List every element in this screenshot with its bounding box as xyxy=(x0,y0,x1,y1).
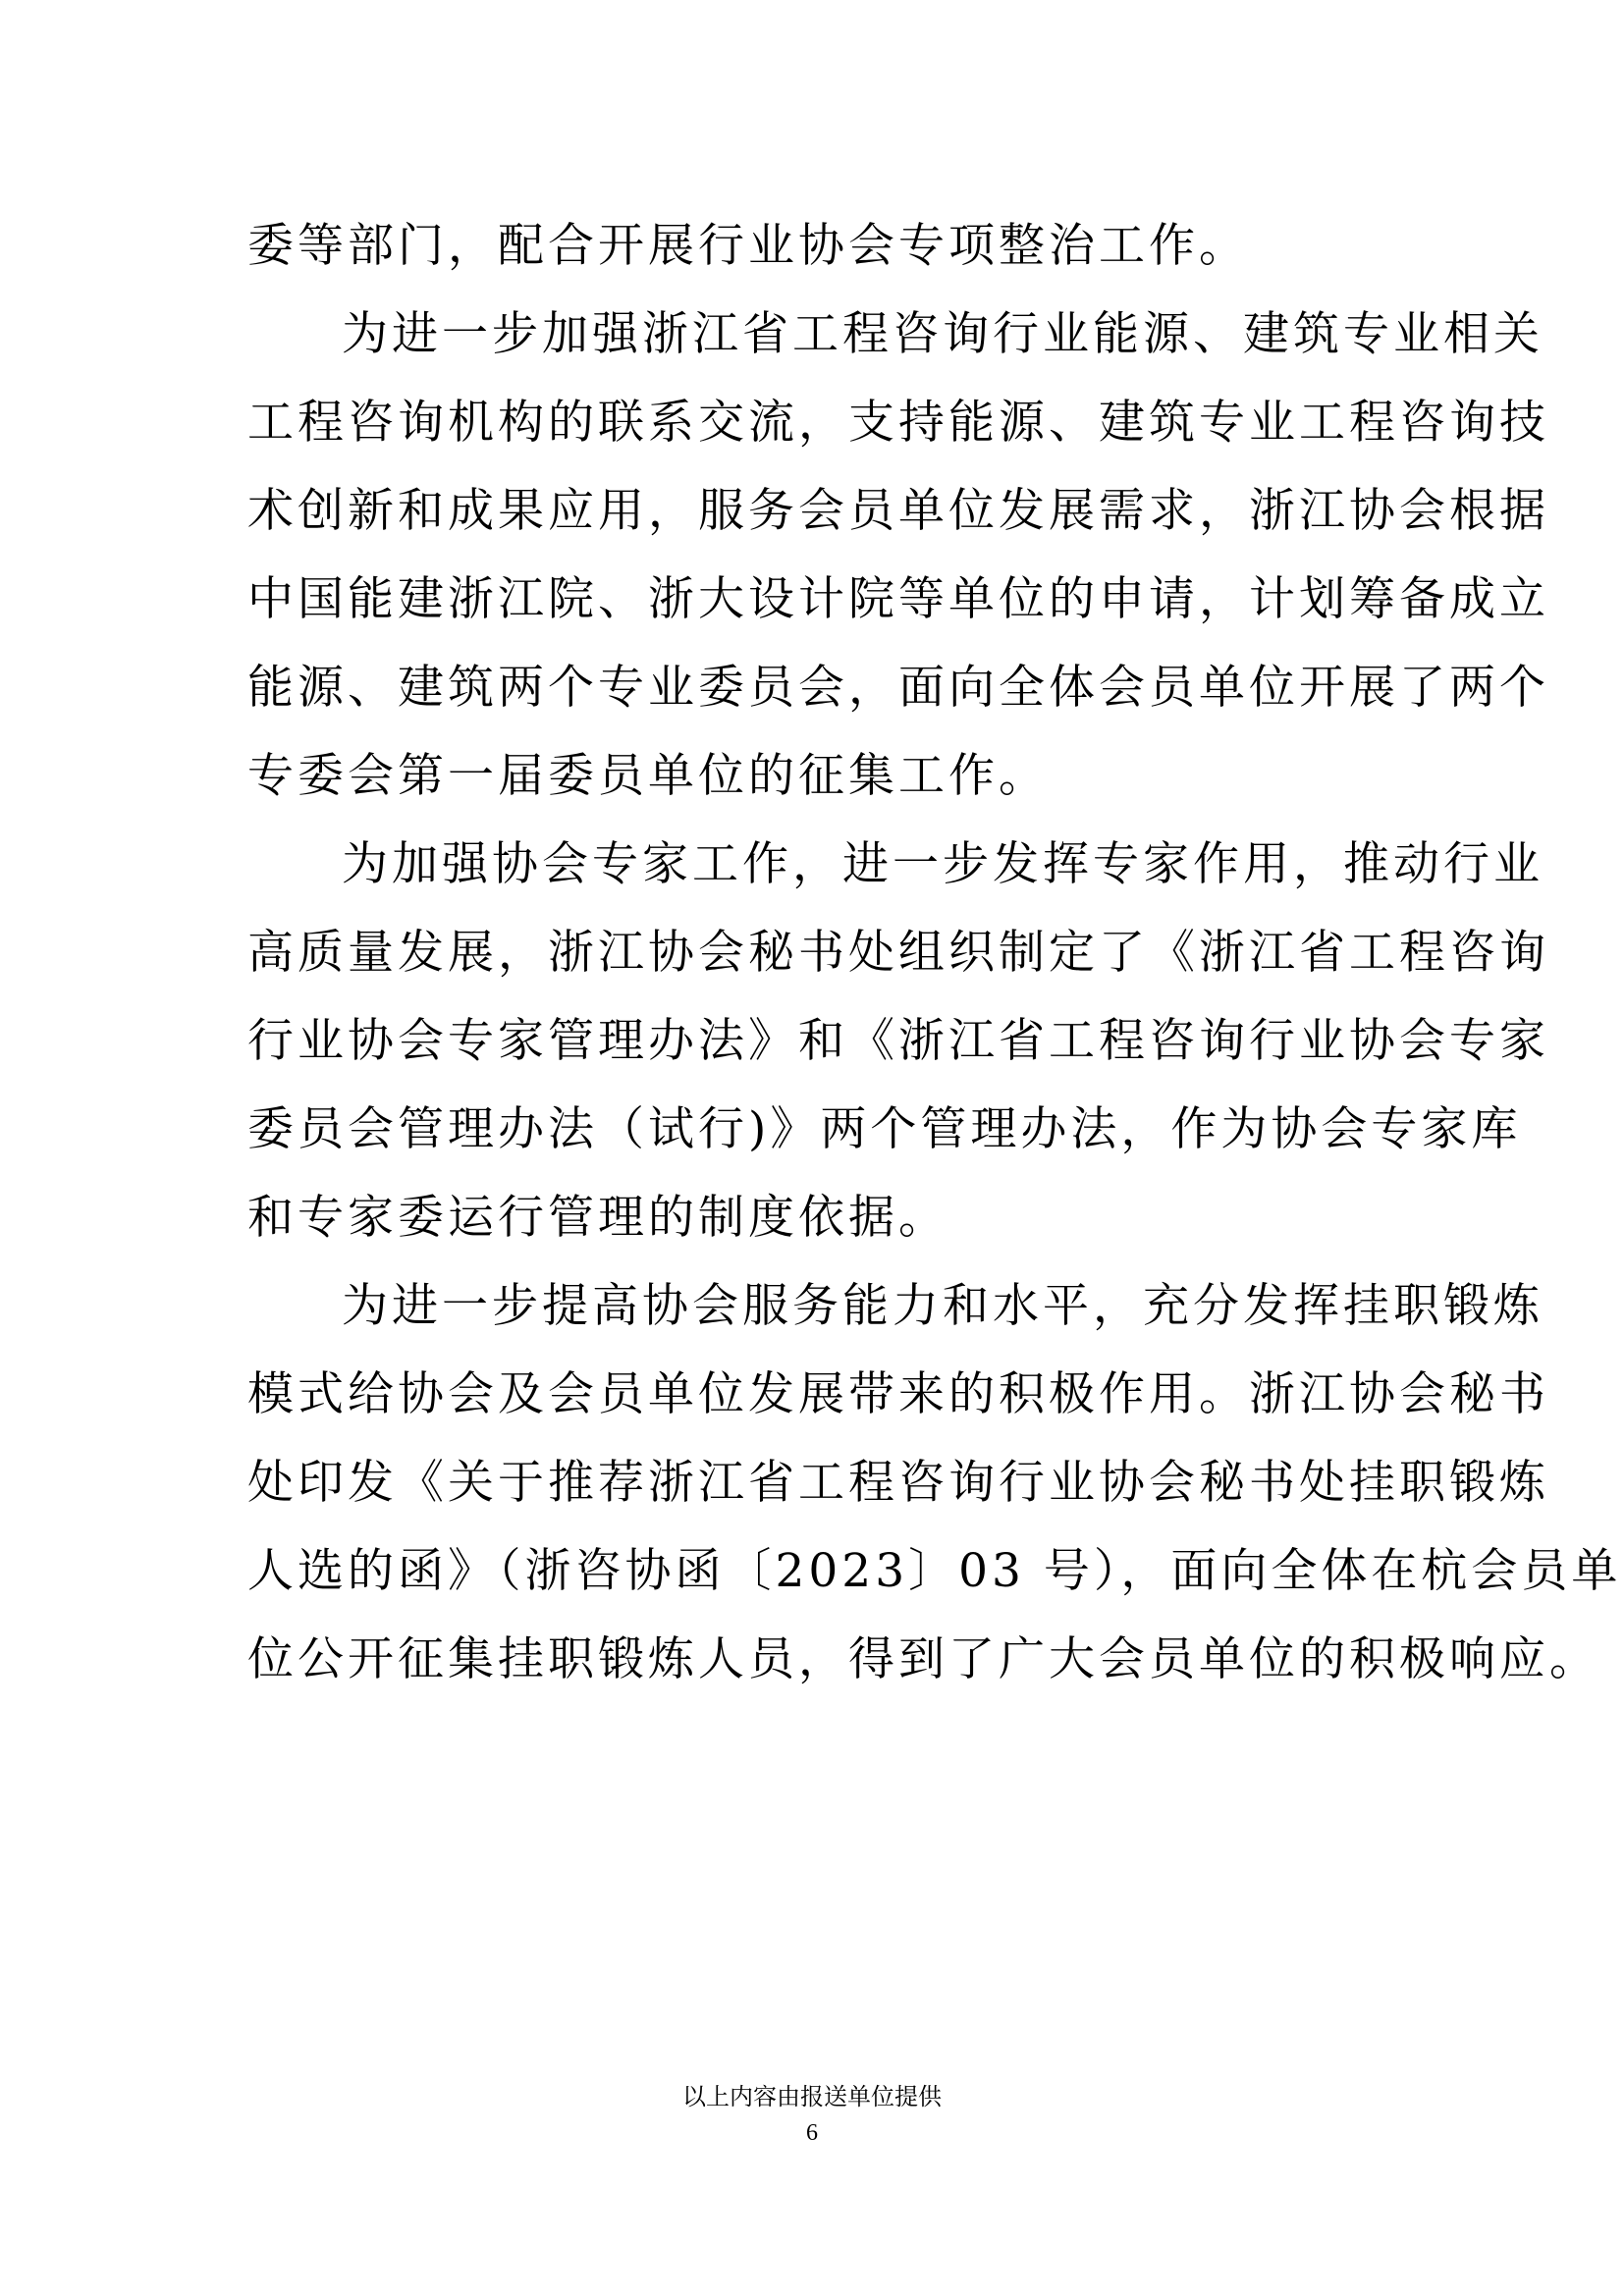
text-line: 专委会第一届委员单位的征集工作。 xyxy=(247,749,1049,803)
text-line: 处印发《关于推荐浙江省工程咨询行业协会秘书处挂职锻炼 xyxy=(247,1456,1549,1510)
text-line: 术创新和成果应用，服务会员单位发展需求，浙江协会根据 xyxy=(247,484,1549,538)
text-line: 位公开征集挂职锻炼人员，得到了广大会员单位的积极响应。 xyxy=(247,1632,1599,1686)
text-line: 委员会管理办法（试行)》两个管理办法，作为协会专家库 xyxy=(247,1102,1522,1156)
page-number: 6 xyxy=(806,2120,818,2146)
text-line: 高质量发展，浙江协会秘书处组织制定了《浙江省工程咨询 xyxy=(247,926,1549,980)
text-line: 委等部门，配合开展行业协会专项整治工作。 xyxy=(247,219,1249,273)
paragraph-professional-committees xyxy=(247,291,1549,821)
paragraph-expert-management xyxy=(247,821,1549,1262)
paragraph-continuation xyxy=(247,202,1384,291)
text-line: 为进一步加强浙江省工程咨询行业能源、建筑专业相关 xyxy=(342,307,1543,361)
source-note: 以上内容由报送单位提供 xyxy=(682,2083,942,2110)
text-line: 行业协会专家管理办法》和《浙江省工程咨询行业协会专家 xyxy=(247,1014,1549,1068)
text-line: 能源、建筑两个专业委员会，面向全体会员单位开展了两个 xyxy=(247,661,1549,715)
text-line: 模式给协会及会员单位发展带来的积极作用。浙江协会秘书 xyxy=(247,1367,1549,1421)
paragraph-secondment-training xyxy=(247,1262,1622,1704)
text-line: 和专家委运行管理的制度依据。 xyxy=(247,1191,948,1245)
text-line: 中国能建浙江院、浙大设计院等单位的申请，计划筹备成立 xyxy=(247,572,1549,626)
text-line: 为加强协会专家工作，进一步发挥专家作用，推动行业 xyxy=(342,837,1543,891)
text-line: 工程咨询机构的联系交流，支持能源、建筑专业工程咨询技 xyxy=(247,396,1549,450)
text-line: 为进一步提高协会服务能力和水平，充分发挥挂职锻炼 xyxy=(342,1279,1543,1333)
document-body xyxy=(247,202,1622,1704)
text-line: 人选的函》（浙咨协函〔2023〕03 号），面向全体在杭会员单 xyxy=(247,1544,1622,1598)
